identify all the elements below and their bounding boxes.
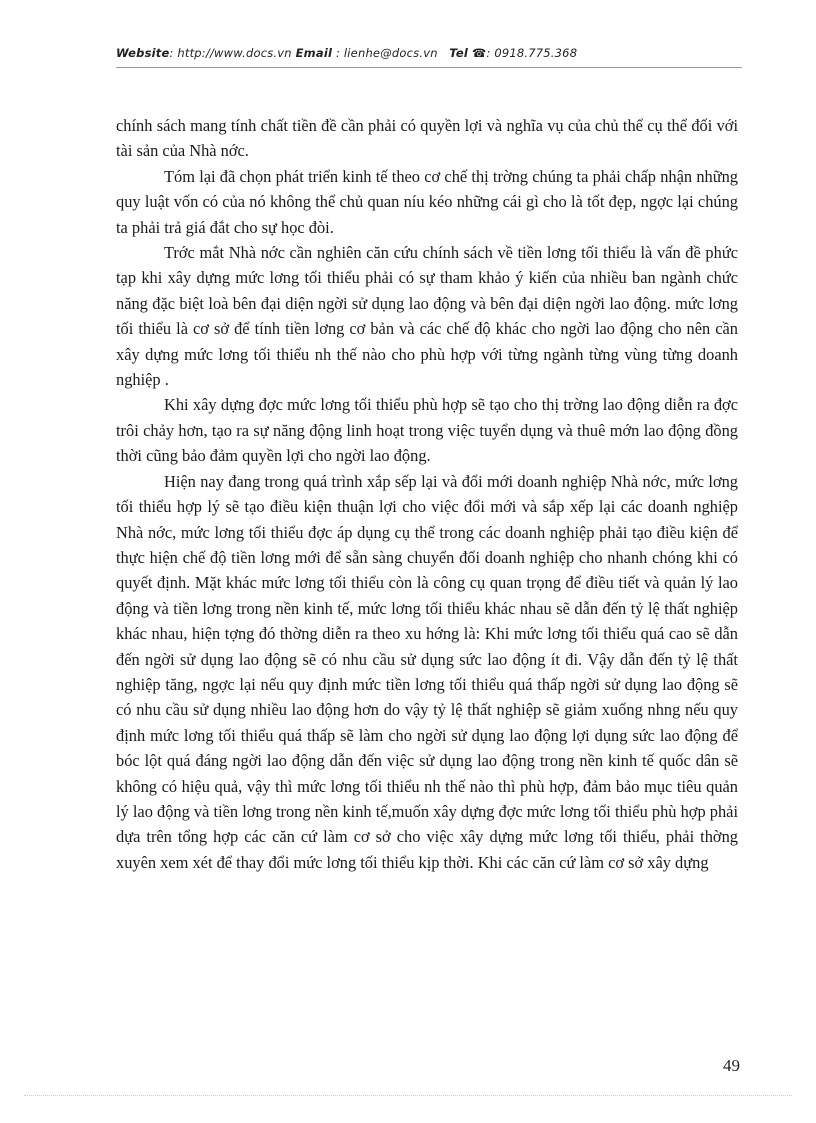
paragraph-1: chính sách mang tính chất tiền đề cần phải có quyền lợi và nghĩa vụ của chủ thể cụ thể đối với tài sản của Nhà nớc. [116, 116, 738, 161]
paragraph-5: Hiện nay đang trong quá trình xắp sếp lại và đổi mới doanh nghiệp Nhà nớc, mức lơng tối thiểu hợp lý sẽ tạo điều kiện thuận lợi cho việc đổi mới và sắp xếp lại các doanh nghiệp Nhà nớc, mức lơng tối thiểu đợc áp dụng cụ thể trong các doanh nghiệp phải tạo điều kiện để thực hiện chế độ tiền lơng mới để sẵn sàng chuyển đổi doanh nghiệp cho nhanh chóng khi có quyết định. Mặt khác mức lơng tối thiểu còn là công cụ quan trọng để điều tiết và quản lý lao động và tiền lơng trong nền kinh tế, mức lơng tối thiểu khác nhau sẽ dẫn đến tỷ lệ thất nghiệp khác nhau, hiện tợng đó thờng diễn ra theo xu hớng là: Khi mức lơng tối thiểu quá cao sẽ dẫn đến ngời sử dụng lao động sẽ có nhu cầu sử dụng sức lao động ít đi. Vậy dẫn đến tỷ lệ thất nghiệp tăng, ngợc lại nếu quy định mức tiền lơng tối thiểu quá thấp ngời sử dụng lao động sẽ có nhu cầu sử dụng nhiều lao động hơn do vậy tỷ lệ thất nghiệp sẽ giảm xuống nhng nếu quy định mức lơng tối thiểu quá thấp sẽ làm cho ngời sử dụng lao động lợi dụng sức lao động để bóc lột quá đáng ngời lao động dẫn đến việc sử dụng lao động trong nền kinh tế quốc dân sẽ không có hiệu quả, vậy thì mức lơng tối thiểu nh thế nào thì phù hợp, đảm bảo mục tiêu quản lý lao động và tiền lơng trong nền kinh tế,muốn xây dựng đợc mức lơng tối thiểu phù hợp phải dựa trên tổng hợp các căn cứ làm cơ sở cho việc xây dựng mức lơng tối thiểu, phải thờng xuyên xem xét để thay đổi mức lơng tối thiểu kịp thời. Khi các căn cứ làm cơ sở xây dựng [116, 471, 738, 872]
paragraph-3: Trớc mắt Nhà nớc cần nghiên căn cứu chính sách về tiền lơng tối thiểu là vấn đề phức tạp khi xây dựng mức lơng tối thiểu phải có sự tham khảo ý kiến của nhiều ban ngành chức năng đặc biệt loà bên đại diện ngời sử dụng lao động và bên đại diện ngời lao động. mức lơng tối thiểu là cơ sở để tính tiền lơng cơ bản và các chế độ khác cho ngời lao động cho nên cần xây dựng mức lơng tối thiểu nh thế nào cho phù hợp với từng ngành từng vùng từng doanh nghiệp . [116, 243, 738, 390]
email-address: : lienhe@docs.vn [332, 46, 438, 60]
tel-number: : 0918.775.368 [486, 46, 578, 60]
email-label: Email [295, 46, 333, 60]
page-number: 49 [723, 1056, 740, 1075]
footer-divider [24, 1095, 792, 1096]
document-body [116, 113, 738, 875]
phone-icon: ☎ [471, 46, 487, 60]
paragraph-2: Tóm lại đã chọn phát triển kinh tế theo cơ chế thị trờng chúng ta phải chấp nhận những quy luật vốn có của nó không thể chủ quan níu kéo những cái gì cho là tốt đẹp, ngợc lại chúng ta phải trả giá đắt cho sự học đòi. [116, 166, 738, 237]
header-divider [116, 67, 742, 68]
website-label: Website [116, 46, 170, 60]
website-url: : http://www.docs.vn [169, 46, 292, 60]
page-header [116, 46, 742, 60]
paragraph-4: Khi xây dựng đợc mức lơng tối thiểu phù hợp sẽ tạo cho thị trờng lao động diễn ra đợc trôi chảy hơn, tạo ra sự năng động linh hoạt trong việc tuyển dụng và thuê mớn lao động đồng thời cũng bảo đảm quyền lợi cho ngời lao động. [116, 395, 738, 466]
tel-label: Tel [449, 46, 469, 60]
